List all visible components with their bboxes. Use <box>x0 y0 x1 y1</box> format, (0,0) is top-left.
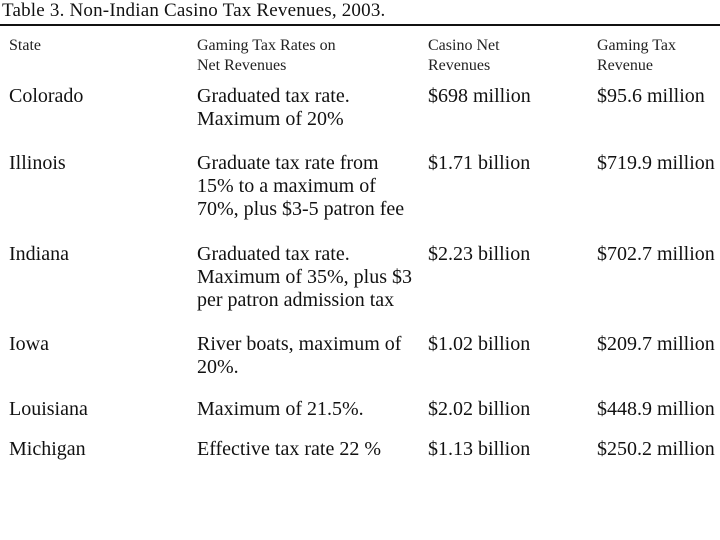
row-tax-revenue: $209.7 million <box>597 333 715 355</box>
row-tax-rate: Maximum of 21.5%. <box>197 398 364 420</box>
row-net-revenue: $698 million <box>428 85 531 107</box>
table-title: Table 3. Non-Indian Casino Tax Revenues, 2003. <box>2 0 386 21</box>
row-tax-revenue: $95.6 million <box>597 85 705 107</box>
header-state: State <box>9 37 41 54</box>
row-tax-revenue: $702.7 million <box>597 243 715 265</box>
title-divider <box>0 24 720 26</box>
row-tax-rate: Graduated tax rate. Maximum of 35%, plus $3 per patron admission tax <box>197 243 412 311</box>
row-state: Michigan <box>9 438 86 460</box>
row-tax-revenue: $719.9 million <box>597 152 715 174</box>
row-state: Iowa <box>9 333 49 355</box>
header-gaming-tax-rates: Gaming Tax Rates on Net Revenues <box>197 37 336 74</box>
row-net-revenue: $1.02 billion <box>428 333 531 355</box>
row-state: Indiana <box>9 243 69 265</box>
row-tax-rate: Graduated tax rate. Maximum of 20% <box>197 85 350 130</box>
row-net-revenue: $1.13 billion <box>428 438 531 460</box>
header-gaming-tax-revenue: Gaming Tax Revenue <box>597 37 677 74</box>
row-tax-rate: River boats, maximum of 20%. <box>197 333 402 378</box>
row-state: Colorado <box>9 85 84 107</box>
row-tax-revenue: $250.2 million <box>597 438 715 460</box>
row-tax-rate: Effective tax rate 22 % <box>197 438 381 460</box>
header-casino-net-revenues: Casino Net Revenues <box>428 37 500 74</box>
row-net-revenue: $2.02 billion <box>428 398 531 420</box>
row-state: Louisiana <box>9 398 88 420</box>
row-state: Illinois <box>9 152 66 174</box>
row-tax-rate: Graduate tax rate from 15% to a maximum of 70%, plus $3-5 patron fee <box>197 152 405 220</box>
row-net-revenue: $2.23 billion <box>428 243 531 265</box>
row-tax-revenue: $448.9 million <box>597 398 715 420</box>
row-net-revenue: $1.71 billion <box>428 152 531 174</box>
